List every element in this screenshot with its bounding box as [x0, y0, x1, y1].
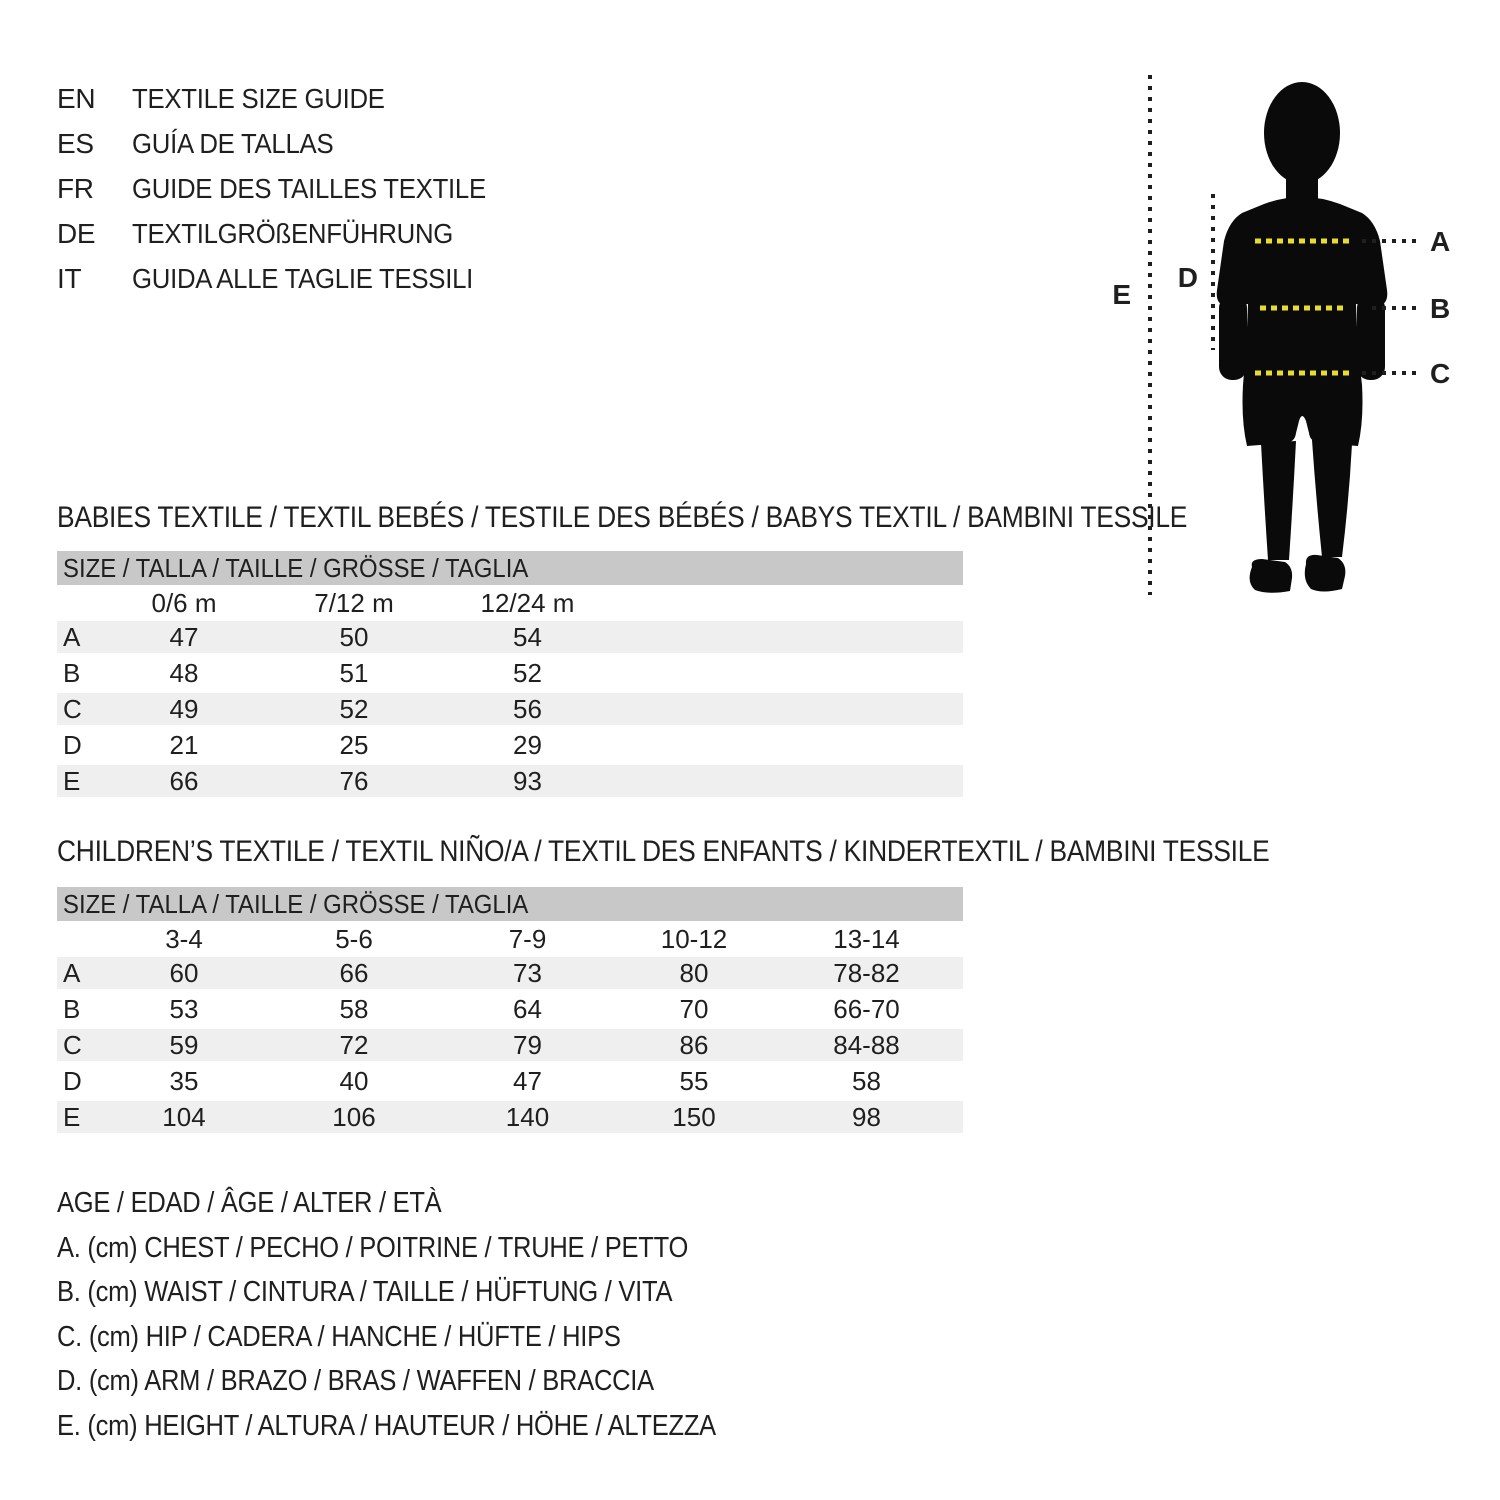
table-row-c	[57, 1029, 963, 1061]
table-row-a	[57, 957, 963, 989]
table-cell: 66	[339, 958, 369, 988]
table-cell: 25	[339, 730, 369, 760]
language-code: FR	[57, 173, 94, 204]
table-cell: 35	[169, 1066, 199, 1096]
children-size-table	[57, 887, 963, 1137]
column-header: 12/24 m	[480, 588, 575, 618]
children-size-header-bar: SIZE / TALLA / TAILLE / GRÖSSE / TAGLIA	[57, 887, 963, 921]
table-cell: 78-82	[833, 958, 900, 988]
title-row-de	[57, 211, 517, 256]
language-code: EN	[57, 83, 96, 114]
title-row-es	[57, 121, 517, 166]
table-cell: 76	[339, 766, 369, 796]
language-title-block	[57, 76, 517, 301]
table-cell: 140	[505, 1102, 550, 1132]
row-label: B	[63, 994, 81, 1024]
table-row-b	[57, 657, 963, 689]
table-cell: 40	[339, 1066, 369, 1096]
legend-line-arm: D. (cm) ARM / BRAZO / BRAS / WAFFEN / BRACCIA	[57, 1365, 654, 1397]
table-cell: 80	[679, 958, 709, 988]
row-label: A	[63, 622, 81, 652]
measure-label-d: D	[1177, 262, 1198, 293]
children-column-header-row	[57, 921, 963, 957]
table-cell: 66-70	[833, 994, 900, 1024]
table-cell: 29	[513, 730, 542, 760]
measure-label-a: A	[1430, 226, 1451, 257]
column-header: 7-9	[508, 924, 547, 954]
table-cell: 60	[169, 958, 199, 988]
table-cell: 79	[513, 1030, 542, 1060]
table-cell: 56	[513, 694, 542, 724]
column-header: 7/12 m	[314, 588, 394, 618]
babies-size-table	[57, 551, 963, 801]
column-header: 5-6	[335, 924, 373, 954]
table-cell: 104	[162, 1102, 206, 1132]
row-label: D	[63, 730, 82, 760]
row-label: D	[63, 1066, 82, 1096]
legend-line-age: AGE / EDAD / ÂGE / ALTER / ETÀ	[57, 1187, 442, 1219]
table-cell: 54	[513, 622, 542, 652]
table-cell: 50	[339, 622, 369, 652]
table-cell: 70	[679, 994, 709, 1024]
measure-label-b: B	[1430, 293, 1451, 324]
guide-title: TEXTILE SIZE GUIDE	[132, 83, 385, 114]
table-cell: 58	[852, 1066, 881, 1096]
table-cell: 51	[339, 658, 369, 688]
column-header: 10-12	[660, 924, 728, 954]
title-row-en	[57, 76, 517, 121]
column-header: 0/6 m	[151, 588, 217, 618]
language-code: DE	[57, 218, 96, 249]
table-cell: 98	[852, 1102, 881, 1132]
legend-line-waist: B. (cm) WAIST / CINTURA / TAILLE / HÜFTUNG / VITA	[57, 1276, 673, 1308]
row-label: C	[63, 694, 82, 724]
guide-title: GUIDE DES TAILLES TEXTILE	[132, 173, 486, 204]
table-cell: 52	[513, 658, 542, 688]
row-label: E	[63, 1102, 81, 1132]
title-row-fr	[57, 166, 517, 211]
table-row-d	[57, 1065, 963, 1097]
measure-label-e: E	[1112, 279, 1131, 310]
table-cell: 93	[513, 766, 542, 796]
table-cell: 58	[339, 994, 369, 1024]
children-section-heading: CHILDREN’S TEXTILE / TEXTIL NIÑO/A / TEXTIL DES ENFANTS / KINDERTEXTIL / BAMBINI TESSILE	[57, 835, 1270, 868]
table-cell: 47	[513, 1066, 542, 1096]
column-header: 13-14	[833, 924, 900, 954]
table-cell: 52	[339, 694, 369, 724]
table-row-e	[57, 765, 963, 797]
table-row-a	[57, 621, 963, 653]
table-row-b	[57, 993, 963, 1025]
table-cell: 53	[169, 994, 199, 1024]
legend-line-height: E. (cm) HEIGHT / ALTURA / HAUTEUR / HÖHE / ALTEZZA	[57, 1409, 716, 1442]
table-cell: 48	[169, 658, 199, 688]
row-label: A	[63, 958, 81, 988]
language-code: ES	[57, 128, 94, 159]
table-cell: 73	[513, 958, 542, 988]
babies-size-header-bar: SIZE / TALLA / TAILLE / GRÖSSE / TAGLIA	[57, 551, 963, 585]
guide-title: GUÍA DE TALLAS	[132, 128, 334, 159]
table-cell: 66	[169, 766, 199, 796]
table-cell: 72	[339, 1030, 369, 1060]
table-cell: 47	[169, 622, 199, 652]
table-row-e	[57, 1101, 963, 1133]
measurement-legend	[57, 1181, 806, 1448]
table-cell: 49	[169, 694, 199, 724]
table-cell: 55	[679, 1066, 709, 1096]
table-row-d	[57, 729, 963, 761]
table-cell: 21	[169, 730, 199, 760]
table-cell: 150	[672, 1102, 716, 1132]
guide-title: TEXTILGRÖßENFÜHRUNG	[132, 218, 454, 249]
table-cell: 64	[513, 994, 542, 1024]
table-cell: 106	[332, 1102, 376, 1132]
legend-line-hip: C. (cm) HIP / CADERA / HANCHE / HÜFTE / HIPS	[57, 1320, 621, 1353]
row-label: C	[63, 1030, 82, 1060]
table-cell: 86	[679, 1030, 709, 1060]
guide-title: GUIDA ALLE TAGLIE TESSILI	[132, 263, 474, 294]
row-label: E	[63, 766, 81, 796]
legend-line-chest: A. (cm) CHEST / PECHO / POITRINE / TRUHE / PETTO	[57, 1231, 689, 1264]
table-cell: 59	[169, 1030, 199, 1060]
language-code: IT	[57, 263, 82, 294]
row-label: B	[63, 658, 81, 688]
table-cell: 84-88	[833, 1030, 900, 1060]
column-header: 3-4	[165, 924, 203, 954]
title-row-it	[57, 256, 517, 301]
babies-column-header-row	[57, 585, 963, 621]
babies-section-heading: BABIES TEXTILE / TEXTIL BEBÉS / TESTILE DES BÉBÉS / BABYS TEXTIL / BAMBINI TESSILE	[57, 501, 1188, 534]
table-row-c	[57, 693, 963, 725]
measure-label-c: C	[1430, 358, 1451, 389]
